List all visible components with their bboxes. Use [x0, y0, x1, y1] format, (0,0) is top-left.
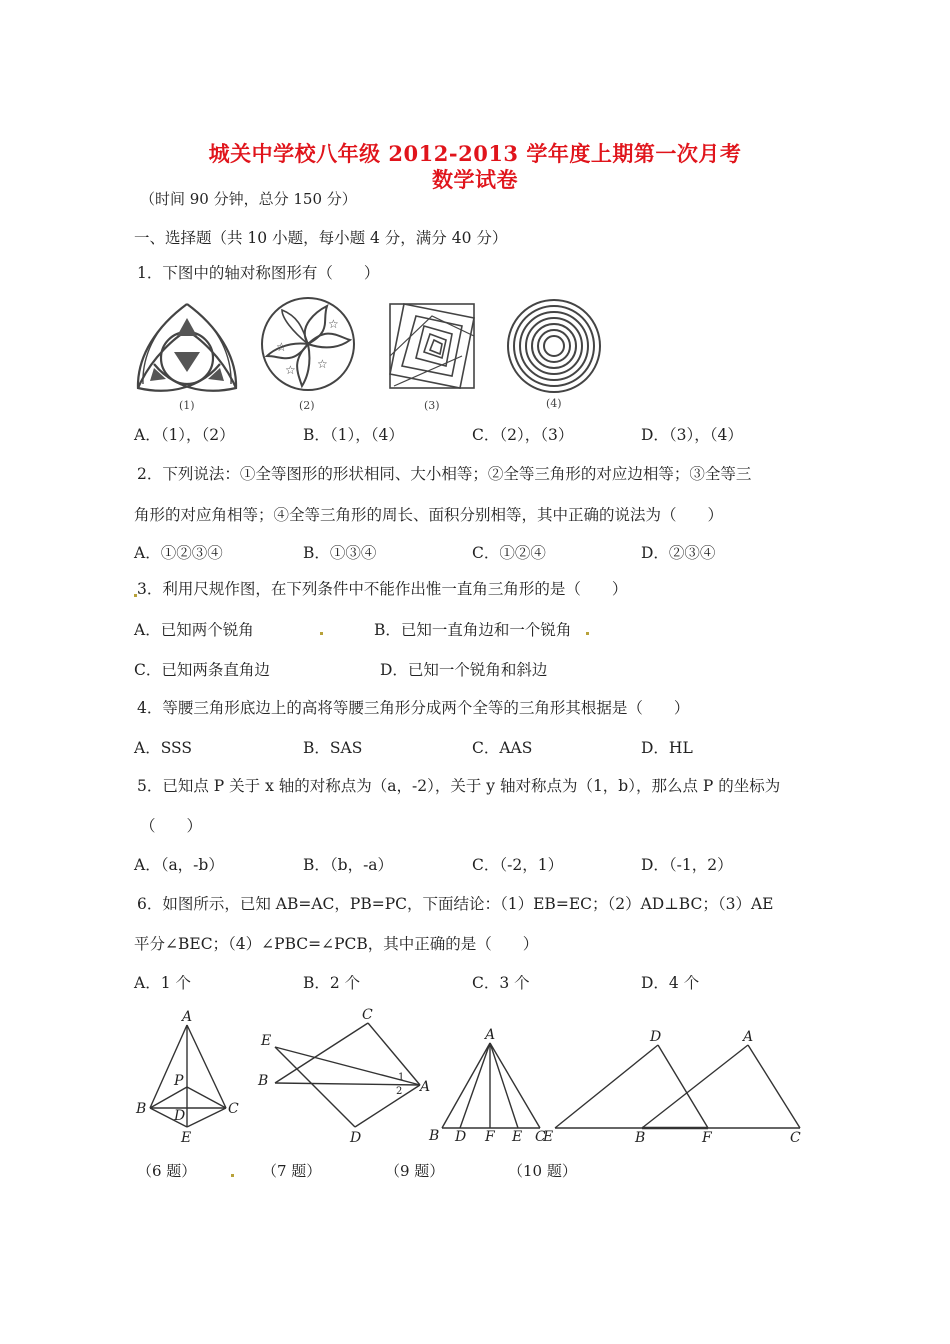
fig9-label-c: C: [535, 1129, 546, 1145]
fig9-label-a: A: [485, 1027, 496, 1043]
q4-option-d: D．HL: [641, 739, 693, 757]
question-3-stem: 3．利用尺规作图，在下列条件中不能作出惟一直角三角形的是（ ）: [137, 580, 628, 598]
fig6-label-e: E: [181, 1130, 192, 1146]
fig6-label-a: A: [182, 1009, 193, 1025]
fig6-label-b: B: [136, 1101, 147, 1117]
fig9-label-e: E: [512, 1129, 523, 1145]
question-2-stem-line1: 2．下列说法：①全等图形的形状相同、大小相等；②全等三角形的对应边相等；③全等三: [137, 465, 752, 483]
exam-title: 城关中学校八年级 2012-2013 学年度上期第一次月考: [208, 141, 742, 166]
q1-option-a: A．（1），（2）: [134, 426, 235, 444]
q5-option-a: A．（a，-b）: [134, 856, 224, 874]
fig7-label-a: A: [420, 1079, 431, 1095]
fig7-label-b: B: [258, 1073, 269, 1089]
fig10-label-e: E: [543, 1129, 554, 1145]
fig6-label-c: C: [228, 1101, 239, 1117]
time-info: （时间 90 分钟，总分 150 分）: [140, 190, 357, 208]
caption-fig9: （9 题）: [385, 1162, 445, 1180]
q5-option-d: D．（-1，2）: [641, 856, 733, 874]
q3-option-c: C．已知两条直角边: [134, 661, 270, 679]
fig10-label-d: D: [650, 1029, 662, 1045]
q4-option-b: B．SAS: [303, 739, 363, 757]
fig10-label-a: A: [743, 1029, 754, 1045]
caption-fig7: （7 题）: [262, 1162, 322, 1180]
svg-text:☆: ☆: [328, 317, 339, 331]
q6-option-c: C．3 个: [472, 974, 530, 992]
caption-fig10: （10 题）: [508, 1162, 577, 1180]
question-6-stem-line2: 平分∠BEC；（4）∠PBC=∠PCB，其中正确的是（ ）: [134, 935, 539, 953]
fig4-concentric-circles: [508, 300, 600, 392]
fig7-label-d: D: [350, 1130, 362, 1146]
q1-option-c: C．（2），（3）: [472, 426, 574, 444]
fig10-diagram: [555, 1045, 800, 1128]
fig3-label: (3): [424, 399, 440, 412]
fig6-label-d: D: [174, 1108, 186, 1124]
decor-dot: [231, 1174, 234, 1177]
q5-option-b: B．（b，-a）: [303, 856, 394, 874]
fig6-diagram: [150, 1025, 226, 1127]
fig9-label-f: F: [485, 1129, 495, 1145]
fig7-label-1: 1: [398, 1072, 405, 1083]
fig6-label-p: P: [174, 1073, 184, 1089]
svg-text:☆: ☆: [317, 357, 328, 371]
q6-option-d: D．4 个: [641, 974, 700, 992]
fig7-label-c: C: [362, 1007, 373, 1023]
q2-option-d: D．②③④: [641, 544, 716, 562]
fig9-diagram: [442, 1043, 540, 1128]
exam-subtitle: 数学试卷: [432, 167, 518, 192]
q3-option-d: D．已知一个锐角和斜边: [380, 661, 548, 679]
fig10-label-b: B: [635, 1130, 646, 1146]
fig7-label-2: 2: [396, 1086, 403, 1097]
question-1-stem: 1．下图中的轴对称图形有（ ）: [137, 264, 380, 282]
question-4-stem: 4．等腰三角形底边上的高将等腰三角形分成两个全等的三角形其根据是（ ）: [137, 699, 690, 717]
q1-figures: [132, 296, 612, 414]
q3-option-b: B．已知一直角边和一个锐角: [374, 621, 572, 639]
q6-option-b: B．2 个: [303, 974, 361, 992]
fig2-label: (2): [299, 399, 315, 412]
fig10-label-f: F: [702, 1130, 712, 1146]
caption-fig6: （6 题）: [137, 1162, 197, 1180]
svg-text:☆: ☆: [276, 340, 287, 354]
q4-option-c: C．AAS: [472, 739, 533, 757]
fig4-label: (4): [546, 397, 562, 410]
decor-dot: [586, 632, 589, 635]
q2-option-c: C．①②④: [472, 544, 546, 562]
fig10-label-c: C: [790, 1130, 801, 1146]
fig9-label-b: B: [429, 1128, 440, 1144]
decor-dot: [320, 632, 323, 635]
fig3-nested-squares: [390, 304, 474, 388]
q5-option-c: C．（-2，1）: [472, 856, 564, 874]
q2-option-a: A．①②③④: [134, 544, 223, 562]
q2-option-b: B．①③④: [303, 544, 377, 562]
svg-text:☆: ☆: [285, 363, 296, 377]
q1-option-b: B．（1），（4）: [303, 426, 404, 444]
fig9-label-d: D: [455, 1129, 467, 1145]
fig1-label: (1): [179, 399, 195, 412]
q4-option-a: A．SSS: [134, 739, 193, 757]
question-5-stem-line2: （ ）: [140, 817, 203, 835]
question-6-stem-line1: 6．如图所示，已知 AB=AC，PB=PC，下面结论：（1）EB=EC；（2）AD⊥BC；（3）AE: [137, 895, 774, 913]
q6-option-a: A．1 个: [134, 974, 191, 992]
question-5-stem-line1: 5．已知点 P 关于 x 轴的对称点为（a，-2），关于 y 轴对称点为（1，b），那么点 P 的坐标为: [137, 777, 781, 795]
fig7-label-e: E: [261, 1033, 272, 1049]
geometry-figures: [130, 1005, 820, 1155]
question-2-stem-line2: 角形的对应角相等；④全等三角形的周长、面积分别相等，其中正确的说法为（ ）: [134, 506, 724, 524]
section-heading: 一、选择题（共 10 小题，每小题 4 分，满分 40 分）: [134, 229, 508, 247]
q3-option-a: A．已知两个锐角: [134, 621, 254, 639]
q1-option-d: D．（3），（4）: [641, 426, 743, 444]
